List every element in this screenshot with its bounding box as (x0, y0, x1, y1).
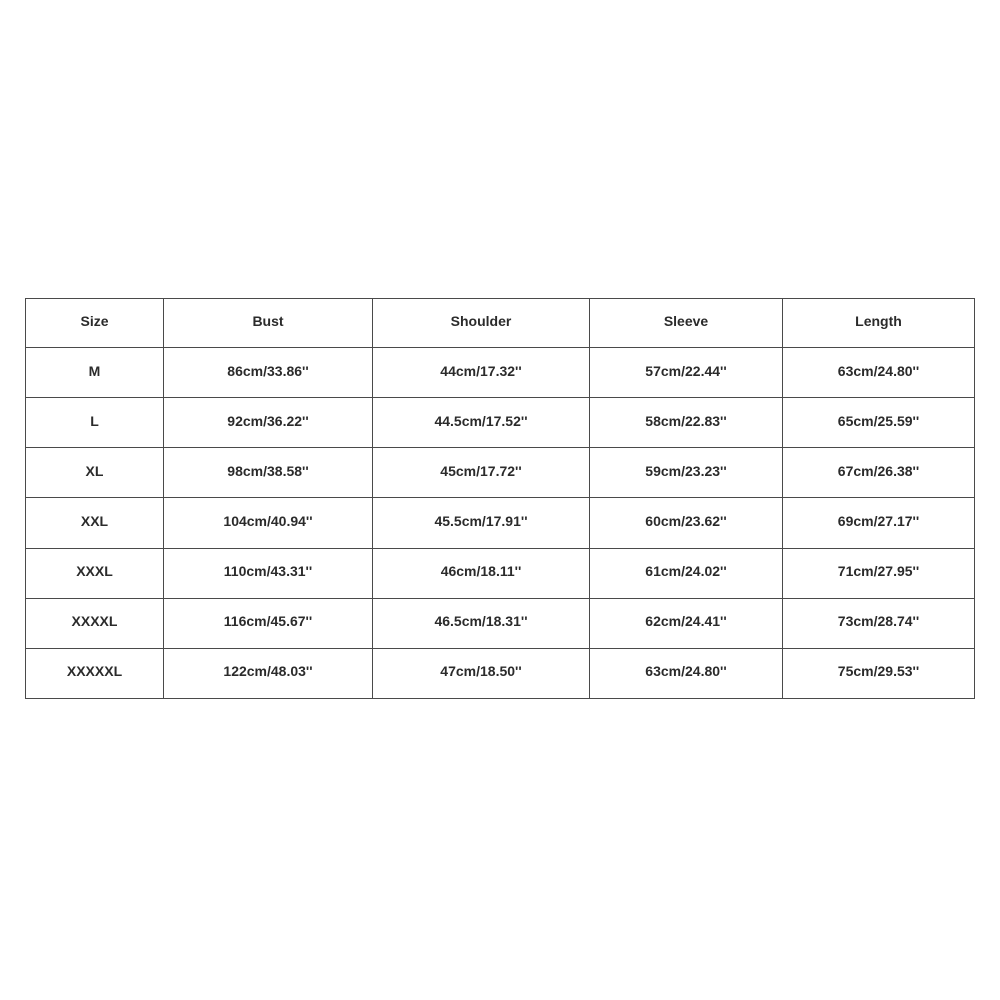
size-chart-table (25, 298, 975, 699)
cell-length: 69cm/27.17'' (783, 498, 975, 548)
cell-length: 63cm/24.80'' (783, 348, 975, 398)
cell-sleeve: 61cm/24.02'' (590, 548, 783, 598)
cell-sleeve: 59cm/23.23'' (590, 448, 783, 498)
cell-size: XL (26, 448, 164, 498)
cell-shoulder: 44.5cm/17.52'' (373, 398, 590, 448)
table-row (26, 448, 975, 498)
cell-bust: 122cm/48.03'' (164, 648, 373, 698)
cell-size: XXL (26, 498, 164, 548)
header-sleeve: Sleeve (590, 299, 783, 348)
cell-length: 75cm/29.53'' (783, 648, 975, 698)
cell-length: 65cm/25.59'' (783, 398, 975, 448)
cell-sleeve: 58cm/22.83'' (590, 398, 783, 448)
table-row (26, 348, 975, 398)
table-row (26, 498, 975, 548)
cell-bust: 86cm/33.86'' (164, 348, 373, 398)
cell-bust: 110cm/43.31'' (164, 548, 373, 598)
cell-size: M (26, 348, 164, 398)
cell-bust: 92cm/36.22'' (164, 398, 373, 448)
cell-length: 71cm/27.95'' (783, 548, 975, 598)
cell-shoulder: 44cm/17.32'' (373, 348, 590, 398)
cell-sleeve: 60cm/23.62'' (590, 498, 783, 548)
table-row (26, 598, 975, 648)
cell-shoulder: 46cm/18.11'' (373, 548, 590, 598)
header-length: Length (783, 299, 975, 348)
header-shoulder: Shoulder (373, 299, 590, 348)
cell-size: XXXL (26, 548, 164, 598)
cell-shoulder: 45cm/17.72'' (373, 448, 590, 498)
table-row (26, 548, 975, 598)
cell-shoulder: 47cm/18.50'' (373, 648, 590, 698)
table-row (26, 398, 975, 448)
cell-bust: 116cm/45.67'' (164, 598, 373, 648)
header-size: Size (26, 299, 164, 348)
cell-size: XXXXL (26, 598, 164, 648)
cell-length: 73cm/28.74'' (783, 598, 975, 648)
cell-length: 67cm/26.38'' (783, 448, 975, 498)
header-bust: Bust (164, 299, 373, 348)
cell-sleeve: 63cm/24.80'' (590, 648, 783, 698)
cell-shoulder: 45.5cm/17.91'' (373, 498, 590, 548)
cell-sleeve: 62cm/24.41'' (590, 598, 783, 648)
cell-size: XXXXXL (26, 648, 164, 698)
table-row (26, 648, 975, 698)
cell-size: L (26, 398, 164, 448)
table-header-row (26, 299, 975, 348)
cell-bust: 104cm/40.94'' (164, 498, 373, 548)
cell-shoulder: 46.5cm/18.31'' (373, 598, 590, 648)
cell-bust: 98cm/38.58'' (164, 448, 373, 498)
cell-sleeve: 57cm/22.44'' (590, 348, 783, 398)
